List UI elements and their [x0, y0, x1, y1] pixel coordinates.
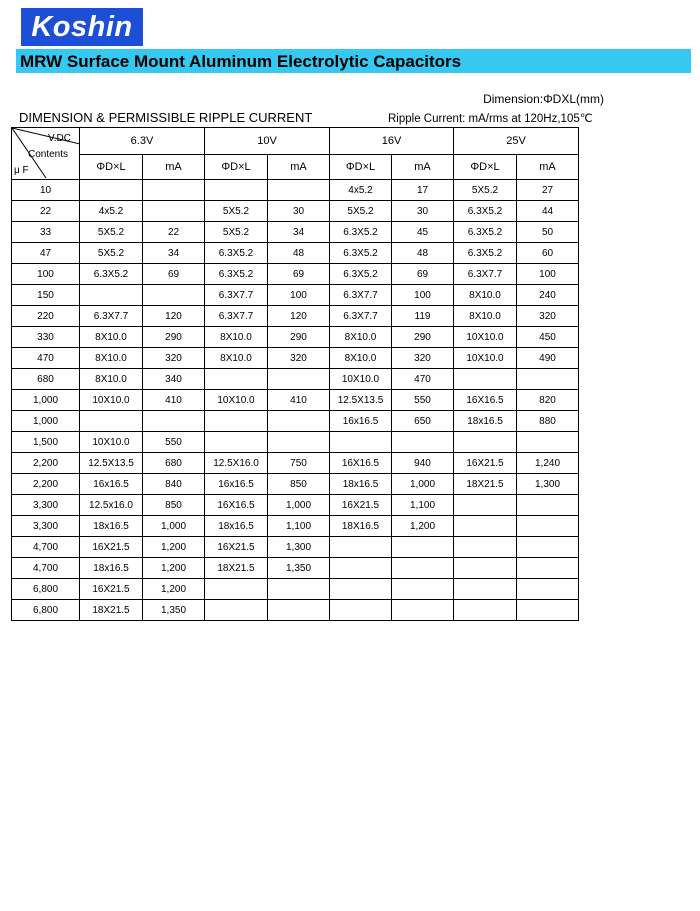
table-row	[12, 285, 579, 306]
size-6-3v-cell	[80, 285, 143, 306]
capacitance-cell: 3,300	[12, 495, 80, 516]
ripple-10v-cell: 750	[268, 453, 330, 474]
ripple-6-3v-cell: 410	[143, 390, 205, 411]
capacitance-cell: 2,200	[12, 474, 80, 495]
ripple-6-3v-cell: 1,000	[143, 516, 205, 537]
ripple-6-3v-cell: 290	[143, 327, 205, 348]
ripple-10v-cell: 410	[268, 390, 330, 411]
size-10v-cell: 8X10.0	[205, 327, 268, 348]
size-16v-cell: 8X10.0	[330, 327, 392, 348]
size-25v-cell: 8X10.0	[454, 285, 517, 306]
ripple-25v-cell: 880	[517, 411, 579, 432]
capacitance-cell: 100	[12, 264, 80, 285]
ripple-16v-cell: 69	[392, 264, 454, 285]
capacitance-cell: 1,500	[12, 432, 80, 453]
dimension-note: Dimension:ΦDXL(mm)	[483, 92, 604, 106]
voltage-header: 25V	[454, 128, 579, 155]
size-16v-cell: 6.3X5.2	[330, 243, 392, 264]
size-10v-cell: 6.3X7.7	[205, 306, 268, 327]
size-10v-cell: 5X5.2	[205, 222, 268, 243]
size-10v-cell: 6.3X7.7	[205, 285, 268, 306]
size-10v-cell: 16x16.5	[205, 474, 268, 495]
ma-subheader: mA	[517, 155, 579, 180]
ripple-16v-cell: 1,000	[392, 474, 454, 495]
ripple-25v-cell	[517, 600, 579, 621]
ma-subheader: mA	[143, 155, 205, 180]
ripple-25v-cell: 50	[517, 222, 579, 243]
size-10v-cell: 6.3X5.2	[205, 243, 268, 264]
size-10v-cell: 8X10.0	[205, 348, 268, 369]
ripple-25v-cell: 27	[517, 180, 579, 201]
ripple-25v-cell	[517, 495, 579, 516]
size-16v-cell	[330, 579, 392, 600]
size-10v-cell	[205, 579, 268, 600]
ripple-10v-cell: 100	[268, 285, 330, 306]
capacitance-cell: 680	[12, 369, 80, 390]
ripple-6-3v-cell: 680	[143, 453, 205, 474]
ripple-6-3v-cell: 22	[143, 222, 205, 243]
size-16v-cell: 5X5.2	[330, 201, 392, 222]
size-25v-cell: 6.3X5.2	[454, 243, 517, 264]
ripple-16v-cell: 550	[392, 390, 454, 411]
ripple-6-3v-cell	[143, 201, 205, 222]
size-6-3v-cell: 10X10.0	[80, 432, 143, 453]
capacitance-cell: 150	[12, 285, 80, 306]
size-6-3v-cell: 5X5.2	[80, 222, 143, 243]
size-16v-cell: 16X21.5	[330, 495, 392, 516]
size-25v-cell: 6.3X7.7	[454, 264, 517, 285]
ripple-16v-cell: 1,200	[392, 516, 454, 537]
ripple-25v-cell	[517, 516, 579, 537]
ripple-6-3v-cell: 1,350	[143, 600, 205, 621]
ripple-16v-cell	[392, 432, 454, 453]
ripple-25v-cell: 44	[517, 201, 579, 222]
size-25v-cell	[454, 369, 517, 390]
ripple-10v-cell: 120	[268, 306, 330, 327]
ripple-6-3v-cell	[143, 180, 205, 201]
ma-subheader: mA	[392, 155, 454, 180]
size-25v-cell: 18X21.5	[454, 474, 517, 495]
size-16v-cell: 6.3X7.7	[330, 285, 392, 306]
ripple-16v-cell: 45	[392, 222, 454, 243]
ripple-10v-cell	[268, 369, 330, 390]
ripple-16v-cell	[392, 537, 454, 558]
size-16v-cell: 16x16.5	[330, 411, 392, 432]
size-25v-cell: 16X16.5	[454, 390, 517, 411]
size-6-3v-cell: 8X10.0	[80, 369, 143, 390]
size-10v-cell	[205, 432, 268, 453]
ripple-16v-cell	[392, 558, 454, 579]
dimension-subheader: ΦD×L	[330, 155, 392, 180]
size-6-3v-cell: 16x16.5	[80, 474, 143, 495]
ripple-6-3v-cell: 840	[143, 474, 205, 495]
page-title: MRW Surface Mount Aluminum Electrolytic Capacitors	[16, 49, 691, 73]
size-25v-cell	[454, 516, 517, 537]
table-row	[12, 264, 579, 285]
table-row	[12, 390, 579, 411]
ripple-6-3v-cell	[143, 411, 205, 432]
size-16v-cell: 6.3X7.7	[330, 306, 392, 327]
ripple-16v-cell: 1,100	[392, 495, 454, 516]
size-6-3v-cell: 6.3X7.7	[80, 306, 143, 327]
ripple-note: Ripple Current: mA/rms at 120Hz,105℃	[388, 113, 593, 125]
size-16v-cell	[330, 537, 392, 558]
table-row	[12, 516, 579, 537]
ripple-25v-cell	[517, 537, 579, 558]
capacitance-cell: 6,800	[12, 600, 80, 621]
size-6-3v-cell: 16X21.5	[80, 579, 143, 600]
ripple-25v-cell: 1,300	[517, 474, 579, 495]
ripple-10v-cell	[268, 180, 330, 201]
size-25v-cell	[454, 537, 517, 558]
size-16v-cell: 8X10.0	[330, 348, 392, 369]
ripple-16v-cell: 470	[392, 369, 454, 390]
ripple-10v-cell	[268, 411, 330, 432]
table-row	[12, 537, 579, 558]
dimension-subheader: ΦD×L	[205, 155, 268, 180]
ripple-10v-cell: 1,000	[268, 495, 330, 516]
capacitance-cell: 1,000	[12, 411, 80, 432]
ripple-25v-cell: 820	[517, 390, 579, 411]
size-6-3v-cell: 12.5X13.5	[80, 453, 143, 474]
ripple-10v-cell: 1,300	[268, 537, 330, 558]
size-25v-cell: 5X5.2	[454, 180, 517, 201]
size-16v-cell: 18x16.5	[330, 474, 392, 495]
ripple-6-3v-cell: 34	[143, 243, 205, 264]
size-10v-cell: 5X5.2	[205, 201, 268, 222]
size-25v-cell: 8X10.0	[454, 306, 517, 327]
ripple-10v-cell: 48	[268, 243, 330, 264]
table-row	[12, 579, 579, 600]
ripple-25v-cell: 490	[517, 348, 579, 369]
ripple-10v-cell: 1,350	[268, 558, 330, 579]
ripple-25v-cell: 60	[517, 243, 579, 264]
size-6-3v-cell: 5X5.2	[80, 243, 143, 264]
ripple-25v-cell	[517, 579, 579, 600]
size-16v-cell: 16X16.5	[330, 453, 392, 474]
ripple-6-3v-cell: 1,200	[143, 558, 205, 579]
capacitance-cell: 2,200	[12, 453, 80, 474]
table-row	[12, 432, 579, 453]
size-25v-cell	[454, 495, 517, 516]
size-10v-cell	[205, 369, 268, 390]
size-6-3v-cell: 12.5x16.0	[80, 495, 143, 516]
ripple-current-table	[11, 127, 579, 621]
table-row	[12, 243, 579, 264]
ripple-10v-cell	[268, 579, 330, 600]
ripple-25v-cell: 1,240	[517, 453, 579, 474]
capacitance-cell: 33	[12, 222, 80, 243]
table-row	[12, 306, 579, 327]
ripple-16v-cell: 940	[392, 453, 454, 474]
dimension-subheader: ΦD×L	[80, 155, 143, 180]
table-row	[12, 558, 579, 579]
table-row	[12, 495, 579, 516]
ripple-10v-cell	[268, 600, 330, 621]
size-10v-cell: 10X10.0	[205, 390, 268, 411]
size-6-3v-cell: 18x16.5	[80, 558, 143, 579]
table-row	[12, 327, 579, 348]
capacitance-cell: 470	[12, 348, 80, 369]
ripple-6-3v-cell: 850	[143, 495, 205, 516]
ripple-10v-cell: 69	[268, 264, 330, 285]
ripple-6-3v-cell: 550	[143, 432, 205, 453]
table-body	[12, 180, 579, 621]
capacitance-cell: 3,300	[12, 516, 80, 537]
size-25v-cell	[454, 579, 517, 600]
size-16v-cell: 4x5.2	[330, 180, 392, 201]
ripple-16v-cell: 290	[392, 327, 454, 348]
dimension-subheader: ΦD×L	[454, 155, 517, 180]
capacitance-cell: 1,000	[12, 390, 80, 411]
size-6-3v-cell: 10X10.0	[80, 390, 143, 411]
size-6-3v-cell: 8X10.0	[80, 348, 143, 369]
size-25v-cell	[454, 600, 517, 621]
capacitance-cell: 47	[12, 243, 80, 264]
size-16v-cell	[330, 558, 392, 579]
corner-contents-label: Contents	[28, 149, 69, 160]
table-row	[12, 369, 579, 390]
size-6-3v-cell: 6.3X5.2	[80, 264, 143, 285]
size-16v-cell: 6.3X5.2	[330, 264, 392, 285]
table-row	[12, 600, 579, 621]
size-6-3v-cell: 18x16.5	[80, 516, 143, 537]
size-25v-cell	[454, 558, 517, 579]
ripple-10v-cell: 850	[268, 474, 330, 495]
capacitance-cell: 330	[12, 327, 80, 348]
size-10v-cell	[205, 411, 268, 432]
ripple-6-3v-cell: 340	[143, 369, 205, 390]
ripple-10v-cell: 320	[268, 348, 330, 369]
ripple-16v-cell: 119	[392, 306, 454, 327]
ripple-25v-cell	[517, 558, 579, 579]
koshin-logo: Koshin	[21, 8, 143, 46]
table-row	[12, 201, 579, 222]
ripple-6-3v-cell: 320	[143, 348, 205, 369]
ripple-6-3v-cell	[143, 285, 205, 306]
size-25v-cell: 6.3X5.2	[454, 201, 517, 222]
ripple-6-3v-cell: 120	[143, 306, 205, 327]
ripple-6-3v-cell: 1,200	[143, 579, 205, 600]
size-10v-cell: 18x16.5	[205, 516, 268, 537]
ripple-16v-cell: 320	[392, 348, 454, 369]
table-row	[12, 180, 579, 201]
size-16v-cell: 6.3X5.2	[330, 222, 392, 243]
table-row	[12, 222, 579, 243]
size-25v-cell: 10X10.0	[454, 348, 517, 369]
size-25v-cell	[454, 432, 517, 453]
size-10v-cell: 16X21.5	[205, 537, 268, 558]
size-6-3v-cell	[80, 411, 143, 432]
ripple-16v-cell	[392, 600, 454, 621]
voltage-header: 16V	[330, 128, 454, 155]
capacitance-cell: 22	[12, 201, 80, 222]
capacitance-cell: 10	[12, 180, 80, 201]
ripple-25v-cell	[517, 432, 579, 453]
capacitance-cell: 4,700	[12, 537, 80, 558]
size-10v-cell	[205, 600, 268, 621]
size-10v-cell	[205, 180, 268, 201]
ripple-6-3v-cell: 1,200	[143, 537, 205, 558]
ripple-25v-cell: 320	[517, 306, 579, 327]
voltage-header: 10V	[205, 128, 330, 155]
table-row	[12, 348, 579, 369]
ripple-10v-cell: 34	[268, 222, 330, 243]
table-row	[12, 411, 579, 432]
ripple-10v-cell: 1,100	[268, 516, 330, 537]
ripple-10v-cell: 290	[268, 327, 330, 348]
corner-vdc-label: V.DC	[48, 133, 71, 144]
size-6-3v-cell	[80, 180, 143, 201]
capacitance-cell: 4,700	[12, 558, 80, 579]
size-10v-cell: 16X16.5	[205, 495, 268, 516]
ripple-16v-cell: 48	[392, 243, 454, 264]
ripple-10v-cell: 30	[268, 201, 330, 222]
size-25v-cell: 6.3X5.2	[454, 222, 517, 243]
capacitance-cell: 6,800	[12, 579, 80, 600]
ripple-6-3v-cell: 69	[143, 264, 205, 285]
ma-subheader: mA	[268, 155, 330, 180]
ripple-16v-cell: 100	[392, 285, 454, 306]
size-25v-cell: 18x16.5	[454, 411, 517, 432]
size-25v-cell: 10X10.0	[454, 327, 517, 348]
section-title: DIMENSION & PERMISSIBLE RIPPLE CURRENT	[19, 110, 313, 125]
size-16v-cell	[330, 432, 392, 453]
ripple-16v-cell: 30	[392, 201, 454, 222]
size-16v-cell: 10X10.0	[330, 369, 392, 390]
corner-uf-label: μ F	[14, 165, 29, 176]
ripple-16v-cell	[392, 579, 454, 600]
size-6-3v-cell: 16X21.5	[80, 537, 143, 558]
ripple-16v-cell: 17	[392, 180, 454, 201]
ripple-10v-cell	[268, 432, 330, 453]
ripple-25v-cell: 100	[517, 264, 579, 285]
size-10v-cell: 6.3X5.2	[205, 264, 268, 285]
ripple-25v-cell: 450	[517, 327, 579, 348]
size-25v-cell: 16X21.5	[454, 453, 517, 474]
ripple-25v-cell: 240	[517, 285, 579, 306]
ripple-16v-cell: 650	[392, 411, 454, 432]
size-16v-cell: 18X16.5	[330, 516, 392, 537]
size-10v-cell: 18X21.5	[205, 558, 268, 579]
table-row	[12, 474, 579, 495]
ripple-25v-cell	[517, 369, 579, 390]
voltage-header: 6.3V	[80, 128, 205, 155]
size-6-3v-cell: 18X21.5	[80, 600, 143, 621]
size-6-3v-cell: 8X10.0	[80, 327, 143, 348]
size-10v-cell: 12.5X16.0	[205, 453, 268, 474]
size-6-3v-cell: 4x5.2	[80, 201, 143, 222]
size-16v-cell	[330, 600, 392, 621]
header-corner-cell	[12, 128, 80, 180]
table-row	[12, 453, 579, 474]
capacitance-cell: 220	[12, 306, 80, 327]
size-16v-cell: 12.5X13.5	[330, 390, 392, 411]
